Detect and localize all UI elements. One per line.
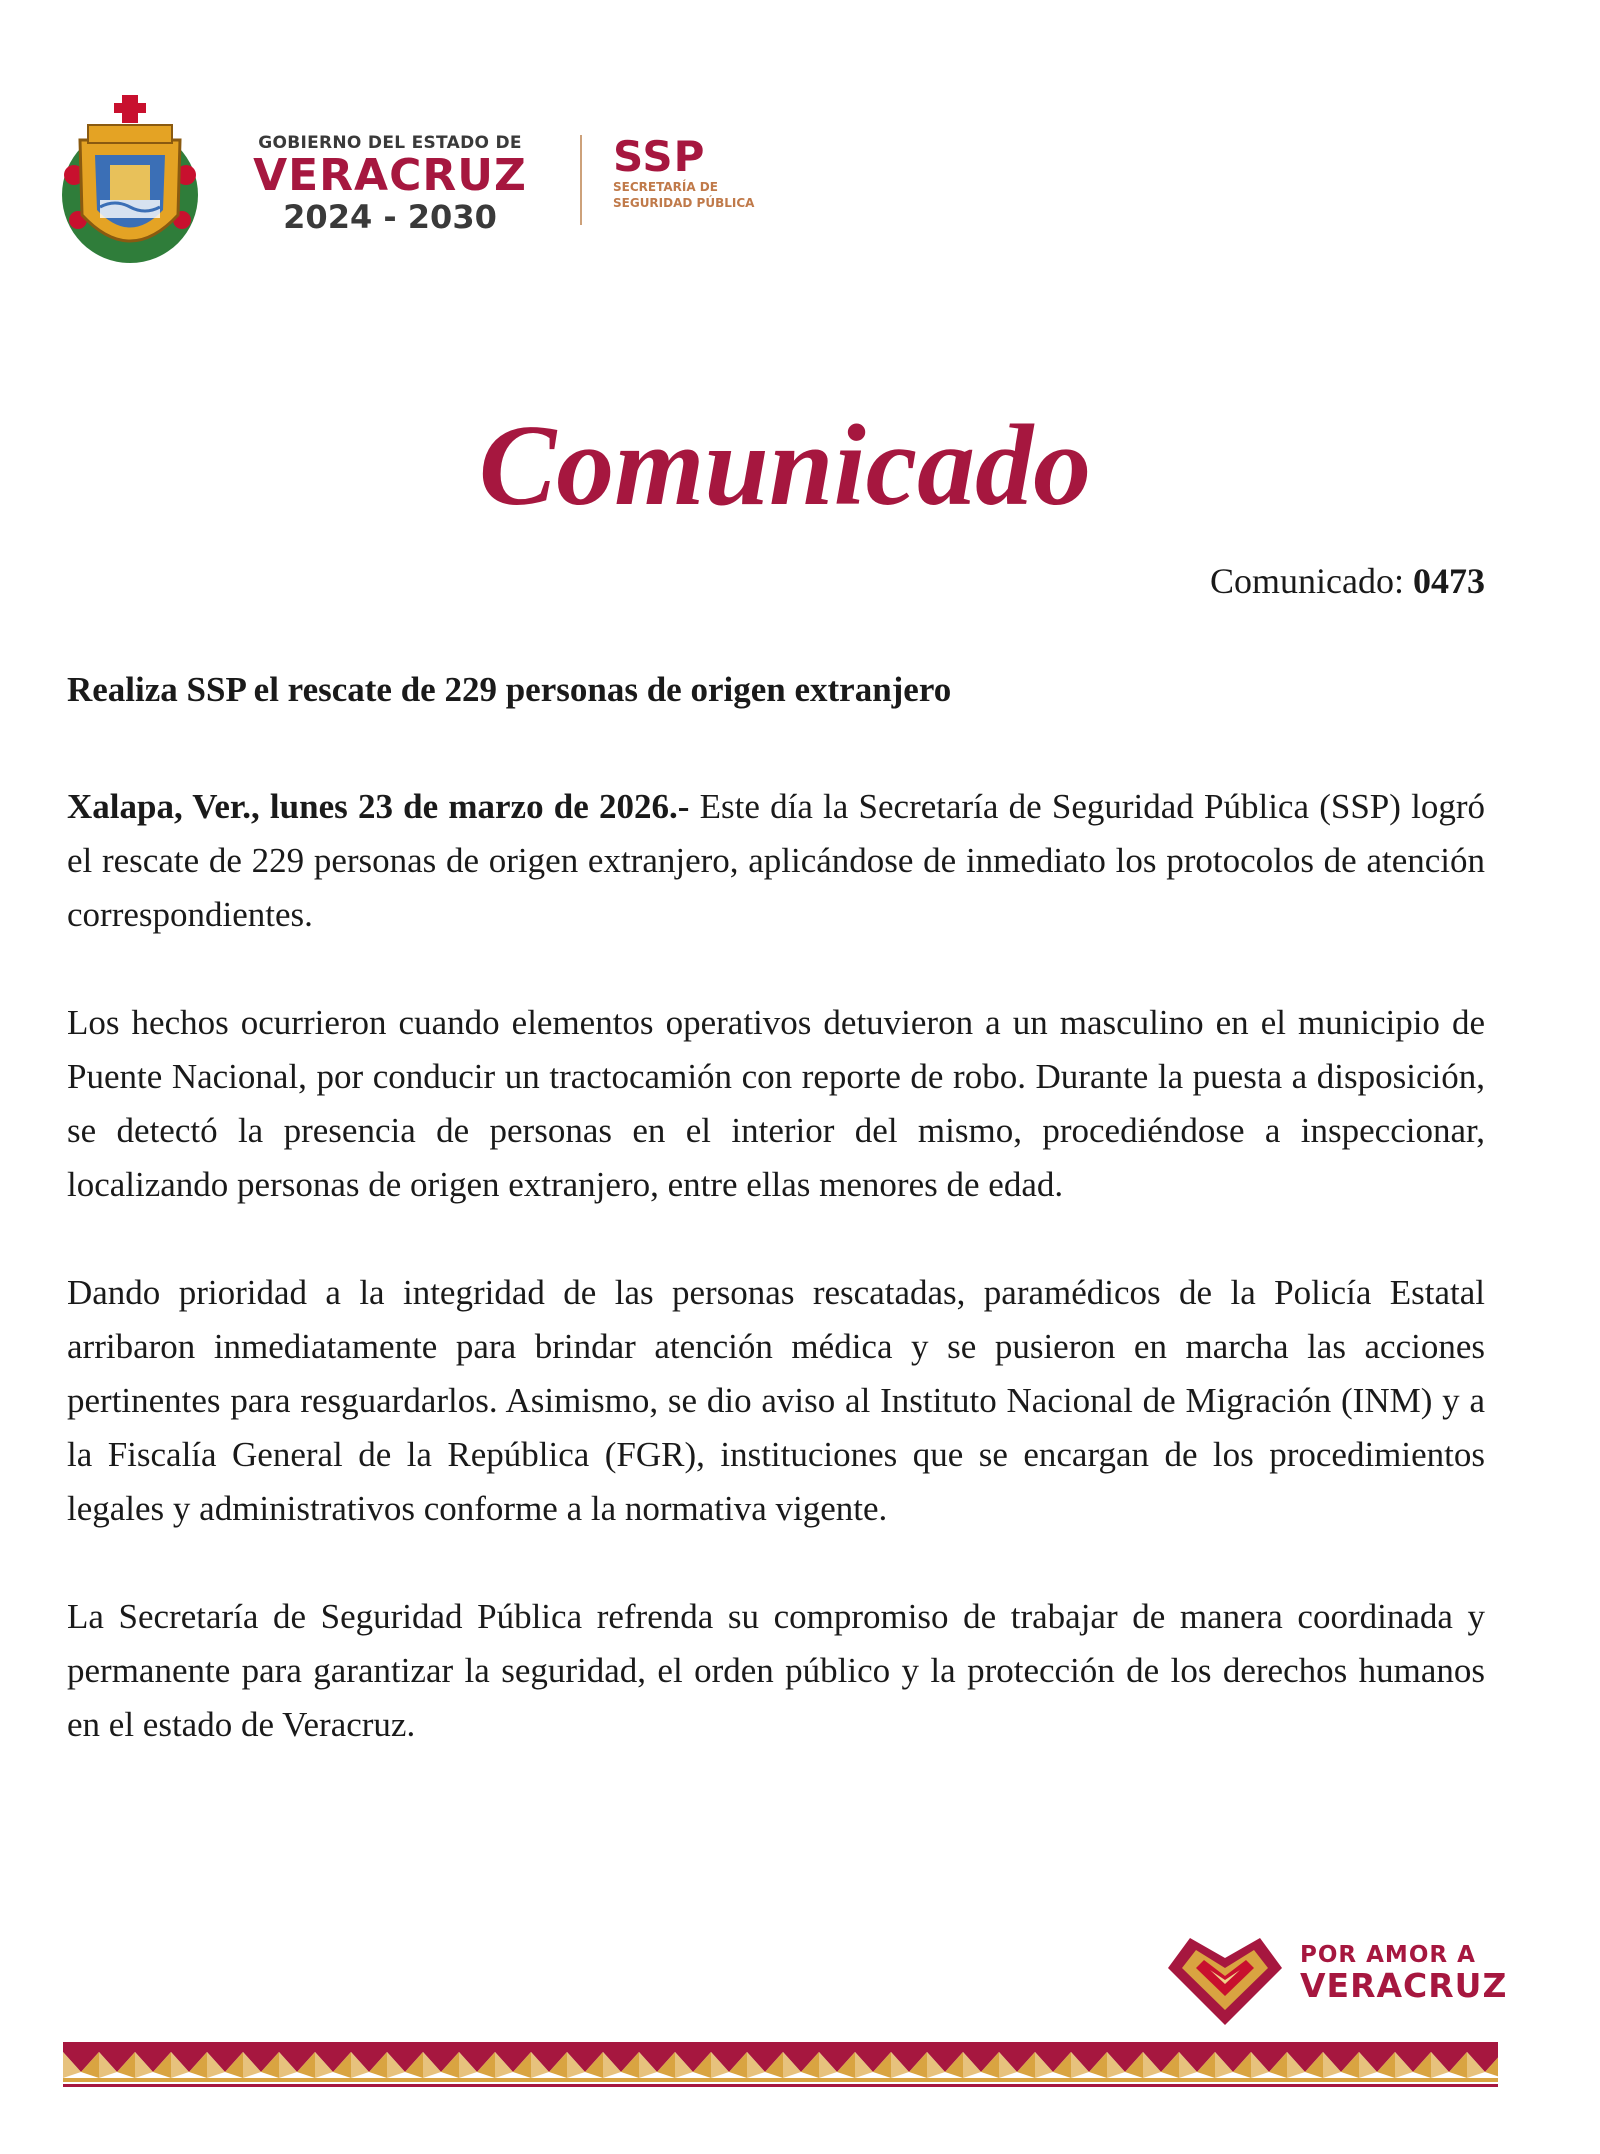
government-line-1: GOBIERNO DEL ESTADO DE bbox=[258, 133, 522, 153]
ssp-name-line-2: SEGURIDAD PÚBLICA bbox=[613, 196, 755, 210]
heart-logo-icon bbox=[1160, 1920, 1290, 2030]
communique-number-label: Comunicado: bbox=[1210, 561, 1404, 601]
slogan-line-1: POR AMOR A bbox=[1300, 1942, 1476, 1968]
paragraph-3: Dando prioridad a la integridad de las personas rescatadas, paramédicos de la Policía Estatal arribaron inmediatamente para brindar atención médica y se pusieron en marcha las acciones pertinentes para resguardarlos. Asimismo, se dio aviso al Instituto Nacional de Migración (INM) y a la Fiscalía General de la República (FGR), instituciones que se encargan de los procedimientos legales y administrativos conforme a la normativa vigente. bbox=[67, 1273, 1485, 1528]
headline: Realiza SSP el rescate de 229 personas de origen extranjero bbox=[67, 670, 952, 709]
footer-logo bbox=[1160, 1920, 1508, 2030]
document-body bbox=[67, 780, 1485, 1752]
ssp-wordmark bbox=[613, 132, 783, 211]
decorative-border-strip bbox=[63, 2042, 1498, 2090]
communique-number bbox=[1210, 560, 1485, 602]
document-title: Comunicado bbox=[478, 402, 1092, 530]
dateline: Xalapa, Ver., lunes 23 de marzo de 2026.- bbox=[67, 787, 690, 826]
government-wordmark bbox=[230, 133, 550, 235]
footer-slogan bbox=[1300, 1942, 1507, 2004]
header-divider bbox=[580, 135, 582, 225]
paragraph-2: Los hechos ocurrieron cuando elementos operativos detuvieron a un masculino en el municipio de Puente Nacional, por conducir un tractocamión con reporte de robo. Durante la puesta a disposición, se detectó la presencia de personas en el interior del mismo, procediéndose a inspeccionar, localizando personas de origen extranjero, entre ellas menores de edad. bbox=[67, 1003, 1485, 1204]
government-period: 2024 - 2030 bbox=[283, 198, 497, 236]
ssp-name-line-1: SECRETARÍA DE bbox=[613, 180, 718, 194]
paragraph-1-text: Este día la Secretaría de Seguridad Pública (SSP) logró el rescate de 229 personas de origen extranjero, aplicándose de inmediato los protocolos de atención correspondientes. bbox=[67, 787, 1485, 934]
slogan-line-2: VERACRUZ bbox=[1300, 1966, 1508, 2005]
paragraph-1 bbox=[67, 780, 1485, 942]
communique-number-value: 0473 bbox=[1413, 561, 1485, 601]
coat-of-arms-icon bbox=[60, 95, 200, 265]
paragraph-4: La Secretaría de Seguridad Pública refrenda su compromiso de trabajar de manera coordinada y permanente para garantizar la seguridad, el orden público y la protección de los derechos humanos en el estado de Veracruz. bbox=[67, 1597, 1485, 1744]
government-line-2: VERACRUZ bbox=[253, 150, 527, 201]
ssp-abbreviation: SSP bbox=[613, 132, 706, 181]
header bbox=[60, 95, 760, 265]
